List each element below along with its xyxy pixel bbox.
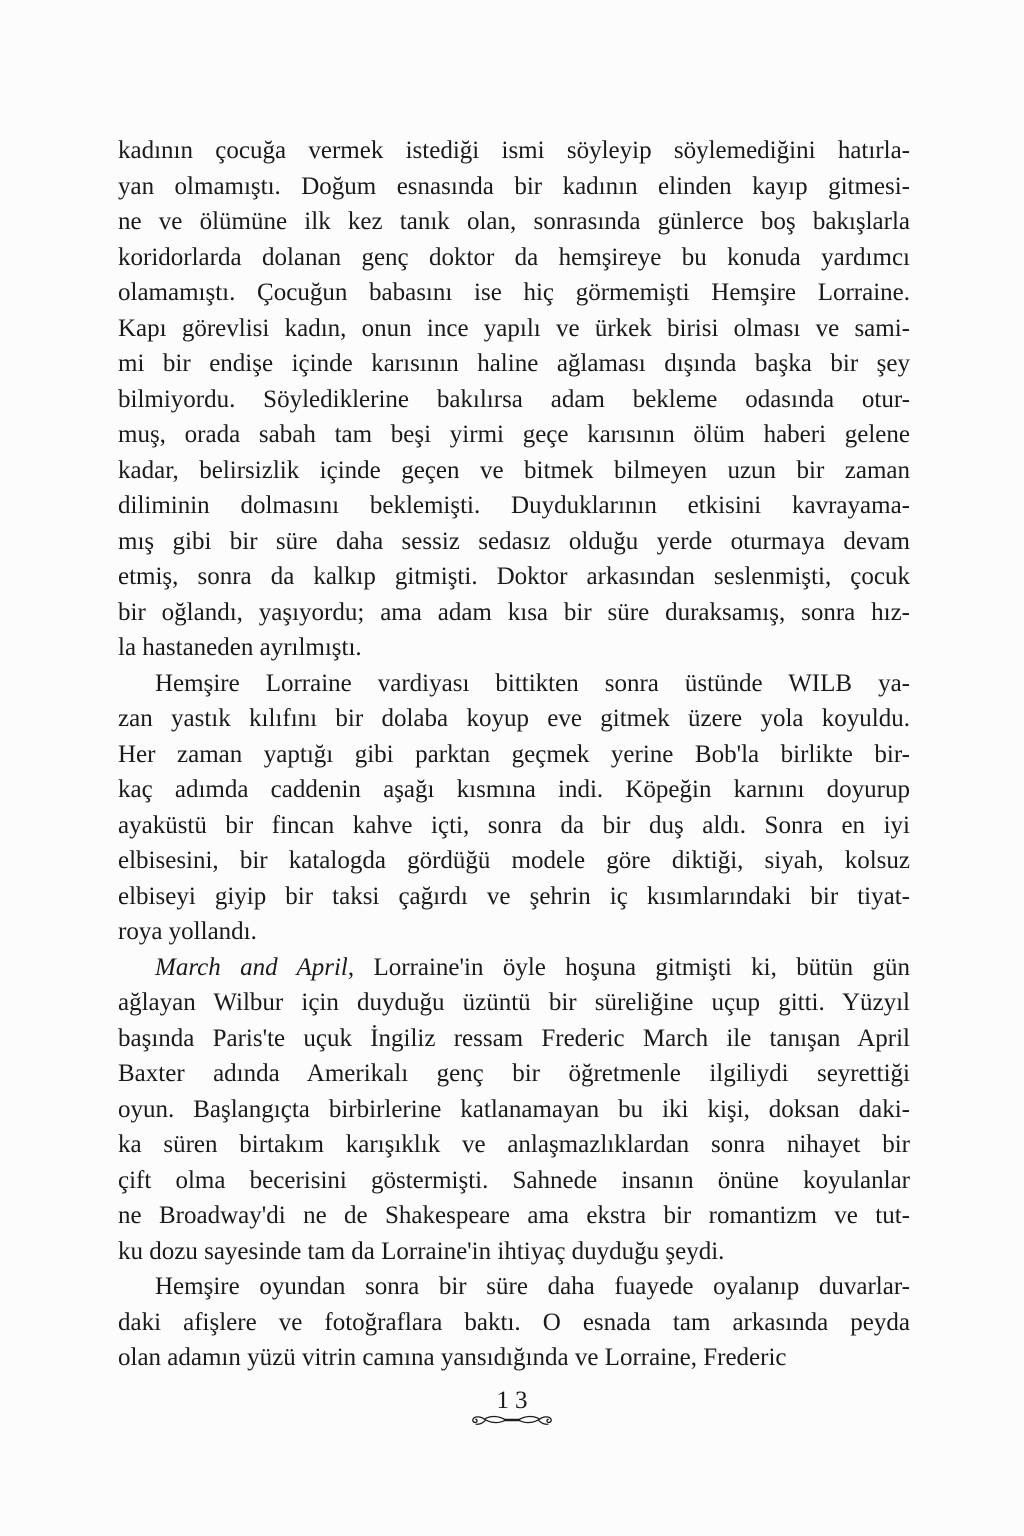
text-line: koridorlarda dolanan genç doktor da hemşireye bu konuda yardımcı [118, 243, 910, 271]
text-line: kadının çocuğa vermek istediği ismi söyleyip söylemediğini hatırla- [118, 137, 910, 164]
text-line: Her zaman yaptığı gibi parktan geçmek yerine Bob'la birlikte bir- [118, 740, 910, 768]
text-line: kadar, belirsizlik içinde geçen ve bitmek bilmeyen uzun bir zaman [118, 456, 910, 484]
text-line: ku dozu sayesinde tam da Lorraine'in ihtiyaç duyduğu şeydi. [118, 1237, 725, 1265]
text-line: zan yastık kılıfını bir dolaba koyup eve gitmek üzere yola koyuldu. [118, 705, 910, 732]
text-line: kaç adımda caddenin aşağı kısmına indi. Köpeğin karnını doyurup [118, 776, 910, 803]
text-line: Baxter adında Amerikalı genç bir öğretmenle ilgiliydi seyrettiği [118, 1060, 910, 1087]
text-line: muş, orada sabah tam beşi yirmi geçe karısının ölüm haberi gelene [118, 421, 910, 448]
text-line: ağlayan Wilbur için duyduğu üzüntü bir süreliğine uçup gitti. Yüzyıl [118, 989, 910, 1016]
text-line: Hemşire oyundan sonra bir süre daha fuayede oyalanıp duvarlar- [155, 1273, 910, 1300]
page-number: 13 [496, 1387, 534, 1414]
text-line: ayaküstü bir fincan kahve içti, sonra da bir duş aldı. Sonra en iyi [118, 811, 910, 839]
text-line: bilmiyordu. Söylediklerine bakılırsa adam bekleme odasında otur- [118, 385, 910, 413]
text-line: olan adamın yüzü vitrin camına yansıdığında ve Lorraine, Frederic [118, 1344, 787, 1371]
text-line: diliminin dolmasını beklemişti. Duyduklarının etkisini kavrayama- [118, 492, 910, 519]
text-line: March and April, Lorraine'in öyle hoşuna gitmişti ki, bütün gün [155, 953, 910, 981]
page-footer [0, 1388, 1024, 1428]
flourish-icon [468, 1412, 556, 1428]
text-line: ne ve ölümüne ilk kez tanık olan, sonrasında günlerce boş bakışlarla [118, 208, 910, 235]
text-line: elbiseyi giyip bir taksi çağırdı ve şehrin iç kısımlarındaki bir tiyat- [118, 882, 910, 910]
text-line: bir oğlandı, yaşıyordu; ama adam kısa bir süre duraksamış, sonra hız- [118, 598, 910, 626]
paragraph [118, 1269, 910, 1376]
text-line: la hastaneden ayrılmıştı. [118, 634, 362, 661]
paragraph [118, 666, 910, 950]
body-text [118, 133, 910, 1376]
text-line: başında Paris'te uçuk İngiliz ressam Frederic March ile tanışan April [118, 1024, 910, 1052]
text-line: çift olma becerisini göstermişti. Sahnede insanın önüne koyulanlar [118, 1166, 910, 1194]
paragraph [118, 133, 910, 666]
text-line: roya yollandı. [118, 918, 257, 945]
text-line: Hemşire Lorraine vardiyası bittikten sonra üstünde WILB ya- [155, 669, 910, 697]
text-line: daki afişlere ve fotoğraflara baktı. O esnada tam arkasında peyda [118, 1308, 910, 1336]
text-line: mi bir endişe içinde karısının haline ağlaması dışında başka bir şey [118, 350, 910, 377]
text-line: Kapı görevlisi kadın, onun ince yapılı ve ürkek birisi olması ve sami- [118, 314, 910, 342]
paragraph [118, 950, 910, 1270]
text-line: mış gibi bir süre daha sessiz sedasız olduğu yerde oturmaya devam [118, 527, 910, 555]
text-line: yan olmamıştı. Doğum esnasında bir kadının elinden kayıp gitmesi- [118, 172, 910, 200]
text-line: ne Broadway'di ne de Shakespeare ama ekstra bir romantizm ve tut- [118, 1202, 910, 1229]
text-line: elbisesini, bir katalogda gördüğü modele göre diktiği, siyah, kolsuz [118, 847, 910, 874]
text-line: ka süren birtakım karışıklık ve anlaşmazlıklardan sonra nihayet bir [118, 1131, 910, 1158]
text-line: etmiş, sonra da kalkıp gitmişti. Doktor arkasından seslenmişti, çocuk [118, 563, 910, 590]
text-line: oyun. Başlangıçta birbirlerine katlanamayan bu iki kişi, doksan daki- [118, 1095, 910, 1123]
text-line: olamamıştı. Çocuğun babasını ise hiç görmemişti Hemşire Lorraine. [118, 279, 910, 306]
